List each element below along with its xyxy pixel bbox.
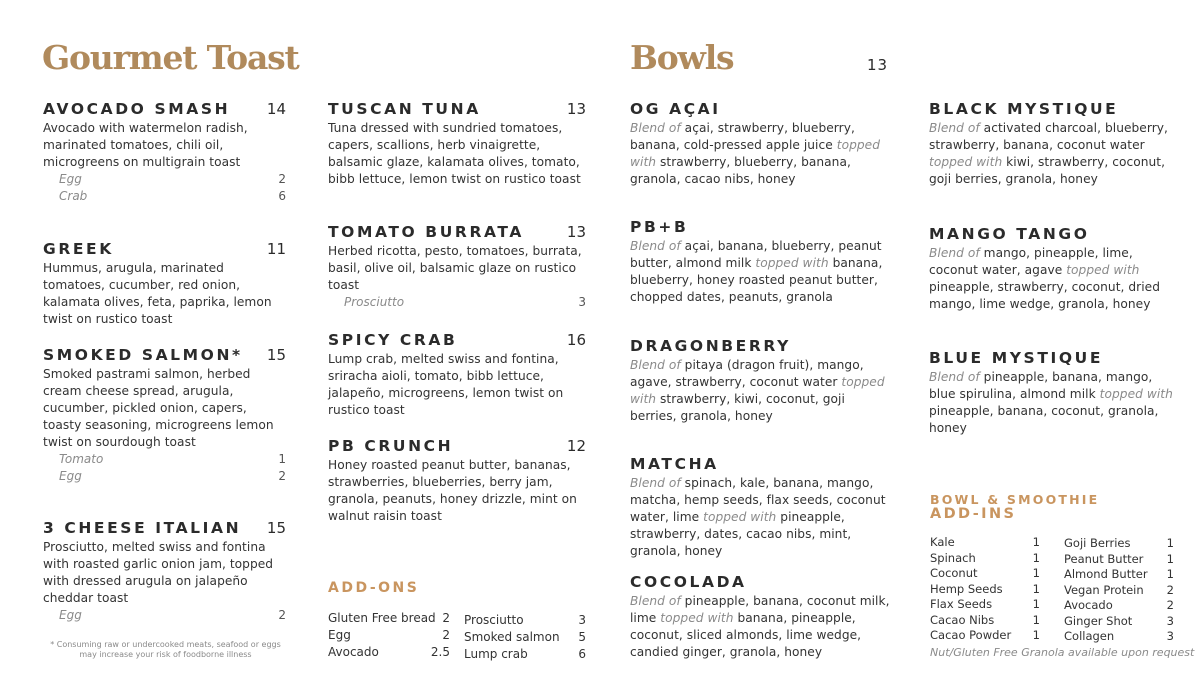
addin-row	[930, 628, 1040, 644]
addin-price: 1	[1166, 536, 1174, 550]
addin-name: Goji Berries	[1064, 536, 1131, 550]
item-description: Avocado with watermelon radish, marinated tomatoes, chili oil, microgreens on multigrain toast	[43, 121, 248, 169]
addin-name: Flax Seeds	[930, 597, 993, 611]
addin-row	[1064, 583, 1174, 599]
addin-row	[930, 613, 1040, 629]
item-name: MANGO TANGO	[929, 225, 1090, 243]
blend-ingredients: spinach, kale, banana, mango, matcha, hemp seeds, flax seeds, coconut water, lime	[630, 476, 886, 524]
addon-name: Smoked salmon	[464, 630, 560, 644]
item-name: PB+B	[630, 218, 689, 236]
blend-of-label: Blend of	[630, 121, 681, 135]
addon-price: 2	[442, 611, 450, 625]
bowl-black-mystique	[929, 100, 1174, 188]
addin-price: 1	[1032, 550, 1040, 565]
item-name: 3 CHEESE ITALIAN	[43, 519, 242, 537]
option-price: 1	[278, 452, 286, 466]
blend-of-label: Blend of	[630, 476, 681, 490]
bowl-dragonberry	[630, 337, 892, 425]
blend-of-label: Blend of	[630, 239, 681, 253]
addon-name: Lump crab	[464, 647, 528, 661]
addin-name: Vegan Protein	[1064, 582, 1144, 597]
addin-price: 1	[1032, 535, 1040, 549]
addin-row	[930, 535, 1040, 551]
item-name: DRAGONBERRY	[630, 337, 791, 355]
addin-price: 1	[1032, 566, 1040, 580]
blend-ingredients: activated charcoal, blueberry, strawberry, banana, coconut water	[929, 121, 1168, 152]
addin-name: Peanut Butter	[1064, 551, 1144, 566]
menu-item-tomato-burrata	[328, 223, 586, 311]
blend-ingredients: pineapple, banana, mango, blue spirulina, almond milk	[929, 370, 1153, 401]
bowls-title: Bowls	[630, 38, 734, 77]
item-name: OG AÇAI	[630, 100, 721, 118]
item-description: Prosciutto, melted swiss and fontina with roasted garlic onion jam, topped with dressed arugula on jalapeño cheddar toast	[43, 540, 274, 605]
addin-price: 3	[1166, 613, 1174, 628]
topped-with-label: topped with	[630, 375, 885, 406]
topped-with-label: topped with	[703, 510, 777, 524]
addin-name: Cacao Powder	[930, 628, 1012, 642]
blend-of-label: Blend of	[630, 358, 681, 372]
topping-ingredients: pineapple, strawberry, dates, cacao nibs, mint, granola, honey	[630, 510, 852, 558]
bowls-column-1	[630, 0, 892, 675]
item-option	[328, 294, 586, 311]
addin-name: Ginger Shot	[1064, 613, 1133, 628]
item-description: Herbed ricotta, pesto, tomatoes, burrata, basil, olive oil, balsamic glaze on rustico toast	[328, 244, 582, 292]
blend-ingredients: pitaya (dragon fruit), mango, agave, strawberry, coconut water	[630, 358, 864, 389]
item-description: Tuna dressed with sundried tomatoes, capers, scallions, herb vinaigrette, balsamic glaze, kalamata olives, tomato, bibb lettuce, lemon twist on rustico toast	[328, 121, 581, 186]
addon-row	[464, 629, 586, 646]
addon-name: Prosciutto	[464, 613, 524, 627]
addon-price: 6	[578, 647, 586, 661]
item-description	[929, 245, 1174, 313]
addon-row	[328, 644, 450, 661]
item-option	[43, 451, 286, 468]
item-name: MATCHA	[630, 455, 719, 473]
option-price: 2	[278, 608, 286, 622]
addin-price: 1	[1032, 581, 1040, 596]
topped-with-label: topped with	[660, 611, 734, 625]
item-option	[43, 607, 286, 624]
topped-with-label: topped with	[929, 155, 1003, 169]
topping-ingredients: banana, blueberry, honey roasted peanut butter, chopped dates, peanuts, granola	[630, 256, 883, 304]
addin-row	[1064, 552, 1174, 568]
option-price: 2	[278, 172, 286, 186]
menu-item-smoked-salmon	[43, 346, 286, 485]
topped-with-label: topped with	[1066, 263, 1140, 277]
addin-row	[1064, 629, 1174, 645]
item-name: SPICY CRAB	[328, 331, 458, 349]
blend-of-label: Blend of	[929, 246, 980, 260]
addin-price: 1	[1032, 597, 1040, 611]
blend-of-label: Blend of	[929, 370, 980, 384]
addin-name: Kale	[930, 535, 955, 549]
bowl-addins-list-right	[1064, 536, 1174, 645]
addin-row	[930, 582, 1040, 598]
addin-price: 1	[1166, 567, 1174, 581]
topped-with-label: topped with	[755, 256, 829, 270]
addin-name: Coconut	[930, 566, 978, 580]
item-description	[630, 120, 892, 188]
addin-row	[1064, 598, 1174, 614]
option-name: Prosciutto	[344, 295, 405, 309]
blend-ingredients: mango, pineapple, lime, coconut water, agave	[929, 246, 1133, 277]
item-description	[630, 357, 892, 425]
addon-row	[328, 627, 450, 644]
item-name: TUSCAN TUNA	[328, 100, 481, 118]
addons-list-right	[464, 612, 586, 663]
toast-column-1	[43, 0, 286, 675]
addon-name: Gluten Free bread	[328, 611, 436, 625]
addin-row	[1064, 567, 1174, 583]
topping-ingredients: pineapple, strawberry, coconut, dried mango, lime wedge, granola, honey	[929, 280, 1161, 311]
item-name: BLUE MYSTIQUE	[929, 349, 1104, 367]
menu-item-spicy-crab	[328, 331, 586, 419]
blend-ingredients: pineapple, banana, coconut milk, lime	[630, 594, 890, 625]
topping-ingredients: kiwi, strawberry, coconut, goji berries, granola, honey	[929, 155, 1166, 186]
item-price: 15	[266, 519, 286, 537]
addin-price: 3	[1166, 629, 1174, 643]
item-name: COCOLADA	[630, 573, 747, 591]
item-name: PB CRUNCH	[328, 437, 454, 455]
option-price: 3	[578, 295, 586, 309]
item-description	[630, 593, 892, 661]
addon-row	[464, 646, 586, 663]
topping-ingredients: banana, pineapple, coconut, sliced almonds, lime wedge, candied ginger, granola, honey	[630, 611, 862, 659]
addin-row	[1064, 614, 1174, 630]
addon-row	[328, 610, 450, 627]
item-name: SMOKED SALMON*	[43, 346, 243, 364]
addon-name: Avocado	[328, 645, 379, 659]
item-description	[630, 238, 892, 306]
item-name: TOMATO BURRATA	[328, 223, 524, 241]
option-name: Egg	[59, 608, 82, 622]
option-name: Tomato	[59, 452, 104, 466]
item-description	[630, 475, 892, 560]
topping-ingredients: pineapple, banana, coconut, granola, honey	[929, 404, 1159, 435]
item-price: 16	[566, 331, 586, 349]
addin-name: Almond Butter	[1064, 567, 1148, 581]
bowl-addins-title	[930, 492, 1099, 522]
item-description: Hummus, arugula, marinated tomatoes, cucumber, red onion, kalamata olives, feta, paprika, lemon twist on rustico toast	[43, 261, 272, 326]
addin-name: Cacao Nibs	[930, 612, 995, 627]
disclaimer: * Consuming raw or undercooked meats, seafood or eggs may increase your risk of foodborne illness	[50, 640, 281, 659]
item-description: Honey roasted peanut butter, bananas, strawberries, blueberries, berry jam, granola, peanuts, honey drizzle, mint on walnut raisin toast	[328, 458, 577, 523]
bowl-og-acai	[630, 100, 892, 188]
addon-price: 3	[578, 613, 586, 627]
addin-price: 1	[1032, 628, 1040, 642]
bowls-price: 13	[867, 56, 889, 74]
item-name: AVOCADO SMASH	[43, 100, 231, 118]
menu-item-3-cheese-italian	[43, 519, 286, 624]
option-name: Egg	[59, 172, 82, 186]
addin-price: 2	[1166, 582, 1174, 597]
addon-price: 5	[578, 630, 586, 644]
item-price: 13	[566, 100, 586, 118]
menu-item-greek	[43, 240, 286, 328]
menu-item-tuscan-tuna	[328, 100, 586, 188]
item-name: BLACK MYSTIQUE	[929, 100, 1119, 118]
item-option	[43, 468, 286, 485]
menu-item-pb-crunch	[328, 437, 586, 525]
item-description	[929, 369, 1174, 437]
bowl-matcha	[630, 455, 892, 560]
addin-row	[1064, 536, 1174, 552]
item-price: 15	[266, 346, 286, 364]
blend-of-label: Blend of	[929, 121, 980, 135]
addons-list-left	[328, 610, 450, 661]
item-price: 13	[566, 223, 586, 241]
bowl-blue-mystique	[929, 349, 1174, 437]
addin-price: 1	[1166, 551, 1174, 566]
addin-row	[930, 597, 1040, 613]
blend-ingredients: açai, banana, blueberry, peanut butter, almond milk	[630, 239, 882, 270]
addin-name: Hemp Seeds	[930, 581, 1003, 596]
blend-of-label: Blend of	[630, 594, 681, 608]
option-price: 6	[278, 189, 286, 203]
bowl-pb-b	[630, 218, 892, 306]
addin-name: Avocado	[1064, 598, 1113, 612]
topped-with-label: topped with	[1099, 387, 1173, 401]
toast-column-2	[328, 0, 586, 675]
item-price: 12	[566, 437, 586, 455]
item-option	[43, 188, 286, 205]
granola-note: Nut/Gluten Free Granola available upon request	[930, 646, 1195, 659]
blend-ingredients: açai, strawberry, blueberry, banana, cold-pressed apple juice	[630, 121, 855, 152]
bowl-mango-tango	[929, 225, 1174, 313]
menu-item-avocado-smash	[43, 100, 286, 205]
addon-price: 2	[442, 628, 450, 642]
addon-name: Egg	[328, 628, 351, 642]
option-name: Egg	[59, 469, 82, 483]
addin-name: Spinach	[930, 550, 976, 565]
item-description: Lump crab, melted swiss and fontina, sriracha aioli, tomato, bibb lettuce, jalapeño, microgreens, lemon twist on rustico toast	[328, 352, 564, 417]
bowl-cocolada	[630, 573, 892, 661]
item-description	[929, 120, 1174, 188]
addin-price: 1	[1032, 612, 1040, 627]
addin-name: Collagen	[1064, 629, 1115, 643]
bowl-addins-list-left	[930, 535, 1040, 644]
addons-title: ADD-ONS	[328, 580, 420, 596]
topping-ingredients: strawberry, blueberry, banana, granola, cacao nibs, honey	[630, 155, 851, 186]
gourmet-toast-title: Gourmet Toast	[42, 38, 299, 77]
addin-price: 2	[1166, 598, 1174, 612]
item-price: 14	[266, 100, 286, 118]
bowl-addins-title-line-1: BOWL & SMOOTHIE	[930, 492, 1100, 507]
addon-price: 2.5	[430, 645, 450, 659]
item-description: Smoked pastrami salmon, herbed cream cheese spread, arugula, cucumber, pickled onion, capers, toasty seasoning, microgreens lemon twist on sourdough toast	[43, 367, 274, 449]
addon-row	[464, 612, 586, 629]
addin-row	[930, 566, 1040, 582]
item-price: 11	[266, 240, 286, 258]
option-price: 2	[278, 469, 286, 483]
item-option	[43, 171, 286, 188]
option-name: Crab	[59, 189, 88, 203]
topped-with-label: topped with	[630, 138, 880, 169]
bowl-addins-title-line-2: ADD-INS	[930, 506, 1017, 522]
addin-row	[930, 551, 1040, 567]
item-name: GREEK	[43, 240, 114, 258]
topping-ingredients: strawberry, kiwi, coconut, goji berries, granola, honey	[630, 392, 845, 423]
